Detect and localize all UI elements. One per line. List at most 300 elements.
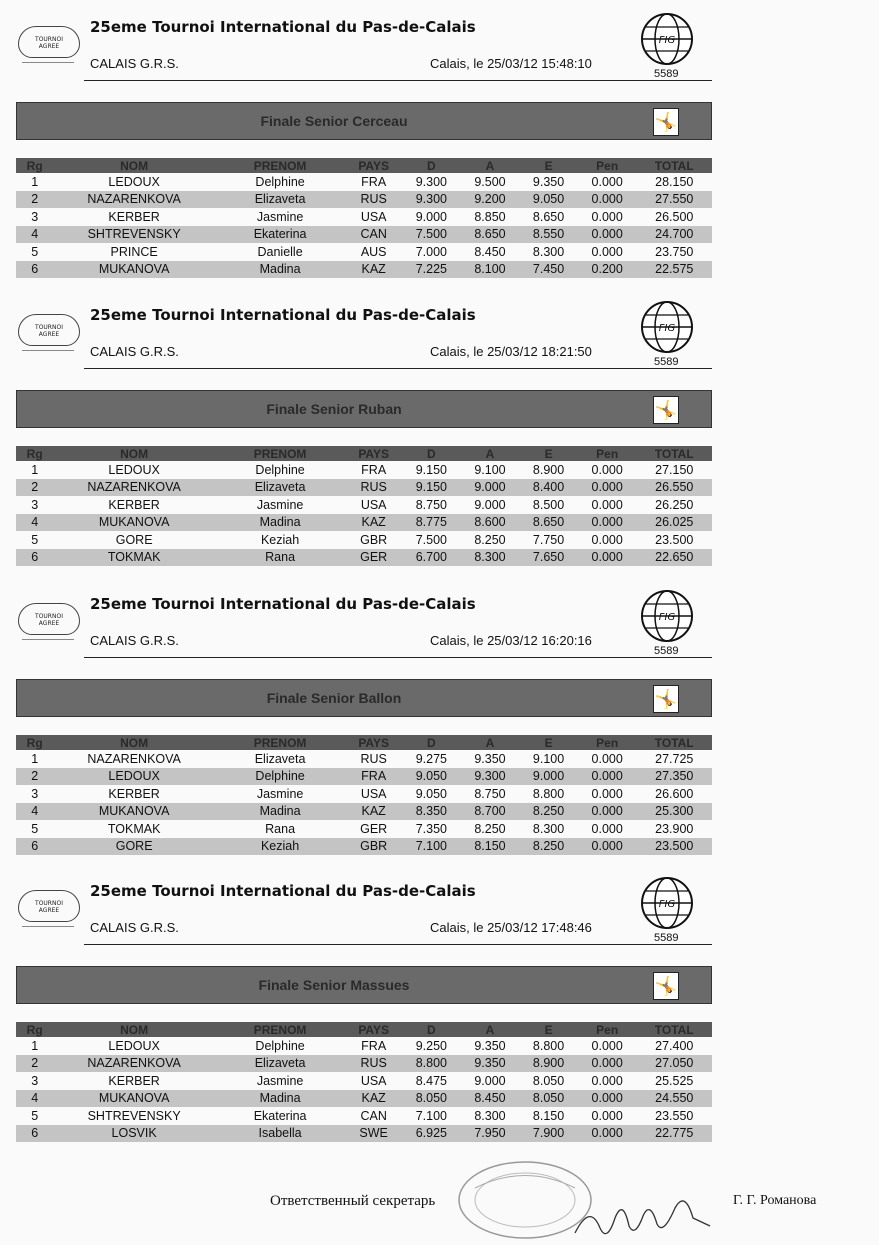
table-cell: GER	[360, 821, 388, 836]
table-cell: 5	[31, 1108, 39, 1123]
table-cell: 9.350	[474, 751, 506, 766]
table-cell: 9.000	[415, 209, 447, 224]
column-header: A	[461, 158, 520, 173]
table-cell: TOKMAK	[107, 821, 161, 836]
table-cell: Isabella	[215, 1125, 345, 1143]
table-cell: 9.500	[474, 174, 506, 189]
table-cell: NAZARENKOVA	[53, 1055, 215, 1073]
table-cell: LEDOUX	[53, 768, 215, 786]
table-cell: 8.450	[461, 1090, 520, 1108]
table-cell: 25.525	[655, 1073, 694, 1088]
table-cell: 7.000	[415, 244, 447, 259]
results-table	[16, 735, 712, 855]
table-cell: Delphine	[255, 462, 305, 477]
column-header: TOTAL	[636, 1022, 712, 1037]
table-cell: 0.000	[578, 514, 637, 532]
table-cell: 3	[31, 497, 39, 512]
column-header: E	[519, 446, 578, 461]
column-header: Pen	[578, 158, 637, 173]
table-cell: 23.500	[655, 532, 694, 547]
table-cell: 3	[31, 786, 39, 801]
table-cell: 0.000	[578, 838, 637, 856]
signatory-label: Ответственный секретарь	[270, 1193, 436, 1209]
table-cell: 0.000	[578, 549, 637, 567]
table-header-row	[16, 446, 712, 461]
table-cell: Rana	[265, 821, 296, 836]
table-cell: MUKANOVA	[53, 261, 215, 279]
table-cell: Elizaveta	[254, 751, 306, 766]
column-header: Rg	[16, 735, 53, 750]
table-cell: 9.000	[461, 479, 520, 497]
table-cell: 8.475	[415, 1073, 447, 1088]
table-cell: 0.000	[591, 1038, 623, 1053]
table-cell: 8.250	[519, 838, 578, 856]
event-title: Finale Senior Ruban	[266, 401, 402, 417]
table-cell: 7.500	[415, 532, 447, 547]
event-banner	[16, 390, 712, 428]
table-row	[16, 1037, 712, 1055]
table-cell: 8.900	[532, 462, 565, 477]
column-header: D	[402, 158, 461, 173]
table-cell: 8.300	[474, 1108, 506, 1123]
table-row	[16, 803, 712, 821]
column-header: Rg	[16, 446, 53, 461]
table-cell: 2	[16, 479, 53, 497]
table-row	[16, 243, 712, 261]
table-cell: LOSVIK	[53, 1125, 215, 1143]
header-rule	[84, 368, 712, 369]
table-cell: 0.000	[591, 821, 623, 836]
table-cell: FRA	[361, 1038, 387, 1053]
table-cell: 6	[16, 1125, 53, 1143]
table-cell: 9.350	[532, 174, 565, 189]
table-cell: 8.800	[402, 1055, 461, 1073]
table-cell: 23.750	[655, 244, 694, 259]
table-row	[16, 1072, 712, 1090]
table-cell: 8.550	[519, 226, 578, 244]
table-cell: KAZ	[345, 1090, 402, 1108]
table-cell: Madina	[215, 803, 345, 821]
table-cell: LEDOUX	[108, 174, 160, 189]
table-cell: 1	[31, 1038, 39, 1053]
table-cell: KERBER	[108, 1073, 160, 1088]
tournament-title: 25eme Tournoi International du Pas-de-Calais	[90, 595, 476, 613]
table-cell: 0.000	[578, 1055, 637, 1073]
table-cell: 9.100	[532, 751, 565, 766]
table-cell: Keziah	[260, 532, 300, 547]
table-cell: KERBER	[108, 786, 160, 801]
tournoi-agree-logo-icon: TOURNOI AGREE	[18, 890, 84, 924]
column-header: PRENOM	[215, 446, 345, 461]
table-cell: 8.300	[532, 244, 565, 259]
table-header-row	[16, 735, 712, 750]
table-cell: 26.250	[655, 497, 694, 512]
table-cell: 8.350	[402, 803, 461, 821]
column-header: D	[402, 446, 461, 461]
column-header: PAYS	[345, 735, 402, 750]
table-cell: 9.050	[519, 191, 578, 209]
table-cell: 25.300	[636, 803, 712, 821]
column-header: Pen	[578, 446, 637, 461]
table-cell: USA	[360, 1073, 387, 1088]
table-cell: Jasmine	[256, 1073, 304, 1088]
table-cell: Delphine	[255, 174, 305, 189]
fig-number: 5589	[654, 932, 679, 944]
table-cell: 8.650	[461, 226, 520, 244]
table-cell: 8.250	[519, 803, 578, 821]
table-cell: Jasmine	[256, 497, 304, 512]
table-cell: 9.300	[402, 191, 461, 209]
table-cell: 7.225	[402, 261, 461, 279]
table-cell: 8.150	[461, 838, 520, 856]
table-cell: 7.100	[402, 838, 461, 856]
table-cell: 2	[16, 1055, 53, 1073]
svg-text:FIG: FIG	[658, 35, 676, 46]
fig-globe-logo-icon	[640, 12, 694, 66]
table-cell: 4	[16, 803, 53, 821]
table-header-row	[16, 158, 712, 173]
table-cell: Elizaveta	[215, 479, 345, 497]
column-header: TOTAL	[636, 158, 712, 173]
table-cell: MUKANOVA	[53, 1090, 215, 1108]
table-cell: Madina	[215, 1090, 345, 1108]
hoop-gymnast-icon: 🤸	[653, 108, 679, 136]
signature-block	[0, 1188, 879, 1238]
table-cell: 22.775	[636, 1125, 712, 1143]
table-cell: 9.000	[519, 768, 578, 786]
event-title: Finale Senior Massues	[258, 977, 410, 993]
table-row	[16, 1055, 712, 1073]
table-cell: GBR	[345, 838, 402, 856]
club-name: CALAIS G.R.S.	[90, 633, 179, 648]
table-cell: FRA	[345, 768, 402, 786]
table-cell: KAZ	[345, 261, 402, 279]
column-header: A	[461, 735, 520, 750]
table-cell: 8.050	[402, 1090, 461, 1108]
table-cell: 8.300	[532, 821, 565, 836]
table-cell: PRINCE	[110, 244, 158, 259]
table-cell: 9.000	[474, 497, 506, 512]
handwritten-signature-icon	[565, 1188, 715, 1243]
table-cell: FRA	[361, 462, 387, 477]
table-row	[16, 785, 712, 803]
table-cell: 27.150	[655, 462, 694, 477]
table-cell: 27.400	[655, 1038, 694, 1053]
table-cell: 8.800	[532, 1038, 565, 1053]
svg-text:FIG: FIG	[658, 323, 676, 334]
column-header: TOTAL	[636, 446, 712, 461]
table-cell: 23.900	[655, 821, 694, 836]
table-cell: 0.000	[578, 1090, 637, 1108]
table-cell: 9.300	[415, 174, 447, 189]
table-row	[16, 261, 712, 279]
table-row	[16, 514, 712, 532]
table-cell: NAZARENKOVA	[53, 479, 215, 497]
table-row	[16, 1107, 712, 1125]
table-cell: 0.000	[591, 209, 623, 224]
table-cell: 22.650	[636, 549, 712, 567]
column-header: NOM	[53, 1022, 215, 1037]
table-cell: 7.500	[402, 226, 461, 244]
table-cell: 0.000	[591, 462, 623, 477]
column-header: NOM	[53, 735, 215, 750]
table-cell: 5	[31, 532, 39, 547]
table-cell: 7.100	[415, 1108, 447, 1123]
table-cell: 1	[31, 174, 39, 189]
table-cell: 8.600	[461, 514, 520, 532]
table-cell: 24.550	[636, 1090, 712, 1108]
table-row	[16, 461, 712, 479]
table-cell: 23.500	[636, 838, 712, 856]
column-header: E	[519, 1022, 578, 1037]
table-row	[16, 1125, 712, 1143]
table-cell: 9.200	[461, 191, 520, 209]
table-cell: Elizaveta	[215, 1055, 345, 1073]
table-cell: FRA	[361, 174, 387, 189]
table-cell: RUS	[345, 191, 402, 209]
table-cell: Rana	[215, 549, 345, 567]
table-cell: 7.350	[415, 821, 447, 836]
table-cell: 8.050	[532, 1073, 565, 1088]
table-cell: LEDOUX	[108, 1038, 160, 1053]
table-cell: Madina	[215, 261, 345, 279]
table-cell: LEDOUX	[108, 462, 160, 477]
column-header: A	[461, 1022, 520, 1037]
svg-text:FIG: FIG	[658, 899, 676, 910]
table-cell: 0.000	[591, 1108, 623, 1123]
signatory-name: Г. Г. Романова	[733, 1193, 817, 1208]
header-rule	[84, 657, 712, 658]
table-cell: 9.275	[415, 751, 447, 766]
table-cell: NAZARENKOVA	[87, 751, 181, 766]
table-cell: 9.150	[402, 479, 461, 497]
table-cell: KERBER	[108, 209, 160, 224]
header-rule	[84, 80, 712, 81]
table-row	[16, 531, 712, 549]
result-datetime: Calais, le 25/03/12 17:48:46	[430, 920, 592, 935]
table-cell: 4	[16, 514, 53, 532]
table-cell: USA	[360, 209, 387, 224]
table-row	[16, 226, 712, 244]
table-cell: 9.050	[402, 768, 461, 786]
column-header: NOM	[53, 446, 215, 461]
table-cell: 0.200	[578, 261, 637, 279]
results-table	[16, 1022, 712, 1142]
ball-gymnast-icon: 🤸	[653, 685, 679, 713]
table-cell: USA	[360, 786, 387, 801]
table-cell: 7.950	[461, 1125, 520, 1143]
tournoi-agree-logo-icon: TOURNOI AGREE	[18, 314, 84, 348]
table-cell: 0.000	[591, 497, 623, 512]
tournament-title: 25eme Tournoi International du Pas-de-Calais	[90, 306, 476, 324]
table-cell: MUKANOVA	[53, 803, 215, 821]
table-cell: 8.150	[532, 1108, 565, 1123]
table-cell: 7.750	[532, 532, 565, 547]
table-cell: 4	[16, 1090, 53, 1108]
table-cell: 8.775	[402, 514, 461, 532]
table-cell: 24.700	[636, 226, 712, 244]
fig-globe-logo-icon	[640, 300, 694, 354]
clubs-gymnast-icon: 🤸	[653, 972, 679, 1000]
column-header: PRENOM	[215, 1022, 345, 1037]
table-cell: 6	[16, 549, 53, 567]
table-row	[16, 1090, 712, 1108]
table-cell: 8.250	[474, 821, 506, 836]
table-cell: 8.750	[474, 786, 506, 801]
table-row	[16, 479, 712, 497]
header-rule	[84, 944, 712, 945]
event-banner	[16, 966, 712, 1004]
column-header: PAYS	[345, 446, 402, 461]
table-cell: 8.750	[415, 497, 447, 512]
column-header: E	[519, 158, 578, 173]
table-cell: 2	[16, 768, 53, 786]
club-name: CALAIS G.R.S.	[90, 344, 179, 359]
table-cell: SWE	[345, 1125, 402, 1143]
table-cell: Ekaterina	[253, 1108, 307, 1123]
table-cell: 26.025	[636, 514, 712, 532]
table-cell: 4	[16, 226, 53, 244]
fig-number: 5589	[654, 356, 679, 368]
tournoi-agree-logo-icon: TOURNOI AGREE	[18, 26, 84, 60]
table-row	[16, 173, 712, 191]
column-header: Rg	[16, 1022, 53, 1037]
table-cell: 9.350	[474, 1038, 506, 1053]
column-header: E	[519, 735, 578, 750]
table-row	[16, 191, 712, 209]
table-row	[16, 768, 712, 786]
column-header: NOM	[53, 158, 215, 173]
table-cell: 0.000	[591, 1073, 623, 1088]
ribbon-gymnast-icon: 🤸	[653, 396, 679, 424]
table-cell: Keziah	[215, 838, 345, 856]
table-cell: KAZ	[345, 803, 402, 821]
table-cell: RUS	[360, 751, 387, 766]
table-cell: Jasmine	[256, 209, 304, 224]
table-cell: 0.000	[591, 786, 623, 801]
table-cell: 28.150	[655, 174, 694, 189]
table-cell: 27.050	[636, 1055, 712, 1073]
table-cell: 3	[31, 1073, 39, 1088]
table-cell: USA	[360, 497, 387, 512]
table-cell: 5	[31, 244, 39, 259]
table-cell: Delphine	[215, 768, 345, 786]
fig-number: 5589	[654, 68, 679, 80]
table-cell: TOKMAK	[53, 549, 215, 567]
table-cell: 8.700	[461, 803, 520, 821]
table-cell: 8.050	[519, 1090, 578, 1108]
club-name: CALAIS G.R.S.	[90, 56, 179, 71]
table-cell: 8.300	[461, 549, 520, 567]
table-cell: Danielle	[257, 244, 303, 259]
table-cell: 27.550	[636, 191, 712, 209]
table-cell: 9.350	[461, 1055, 520, 1073]
column-header: PRENOM	[215, 158, 345, 173]
column-header: D	[402, 1022, 461, 1037]
table-cell: 6	[16, 261, 53, 279]
table-row	[16, 820, 712, 838]
event-title: Finale Senior Cerceau	[260, 113, 408, 129]
table-cell: NAZARENKOVA	[53, 191, 215, 209]
result-datetime: Calais, le 25/03/12 15:48:10	[430, 56, 592, 71]
tournoi-agree-logo-icon: TOURNOI AGREE	[18, 603, 84, 637]
table-cell: KAZ	[345, 514, 402, 532]
table-cell: 8.650	[519, 514, 578, 532]
table-cell: 26.500	[655, 209, 694, 224]
table-cell: 27.725	[655, 751, 694, 766]
table-cell: MUKANOVA	[53, 514, 215, 532]
table-cell: 8.250	[474, 532, 506, 547]
tournament-title: 25eme Tournoi International du Pas-de-Calais	[90, 18, 476, 36]
table-cell: 9.000	[474, 1073, 506, 1088]
table-row	[16, 549, 712, 567]
table-cell: 0.000	[578, 768, 637, 786]
table-cell: 7.650	[519, 549, 578, 567]
column-header: A	[461, 446, 520, 461]
table-cell: AUS	[360, 244, 387, 259]
club-name: CALAIS G.R.S.	[90, 920, 179, 935]
table-cell: 8.850	[474, 209, 506, 224]
table-cell: GORE	[53, 838, 215, 856]
table-cell: KERBER	[108, 497, 160, 512]
column-header: PAYS	[345, 158, 402, 173]
table-cell: 9.100	[474, 462, 506, 477]
column-header: Rg	[16, 158, 53, 173]
table-cell: 1	[31, 751, 39, 766]
fig-globe-logo-icon	[640, 876, 694, 930]
column-header: Pen	[578, 735, 637, 750]
table-cell: GBR	[360, 532, 388, 547]
table-row	[16, 750, 712, 768]
table-cell: 26.600	[655, 786, 694, 801]
table-cell: 1	[31, 462, 39, 477]
table-cell: 0.000	[578, 803, 637, 821]
result-datetime: Calais, le 25/03/12 18:21:50	[430, 344, 592, 359]
table-row	[16, 208, 712, 226]
table-cell: RUS	[345, 1055, 402, 1073]
column-header: PAYS	[345, 1022, 402, 1037]
table-cell: 0.000	[578, 1125, 637, 1143]
fig-number: 5589	[654, 645, 679, 657]
table-cell: 2	[16, 191, 53, 209]
table-cell: 26.550	[636, 479, 712, 497]
table-cell: Ekaterina	[215, 226, 345, 244]
table-cell: 23.550	[655, 1108, 694, 1123]
table-cell: 0.000	[578, 479, 637, 497]
column-header: TOTAL	[636, 735, 712, 750]
svg-text:FIG: FIG	[658, 612, 676, 623]
event-banner	[16, 679, 712, 717]
table-cell: Delphine	[255, 1038, 305, 1053]
table-cell: 7.900	[519, 1125, 578, 1143]
table-cell: 27.350	[636, 768, 712, 786]
table-cell: 0.000	[591, 244, 623, 259]
results-table	[16, 158, 712, 278]
table-header-row	[16, 1022, 712, 1037]
table-cell: RUS	[345, 479, 402, 497]
table-cell: Jasmine	[256, 786, 304, 801]
table-cell: CAN	[345, 226, 402, 244]
table-cell: SHTREVENSKY	[53, 226, 215, 244]
table-cell: 6	[16, 838, 53, 856]
tournament-title: 25eme Tournoi International du Pas-de-Calais	[90, 882, 476, 900]
table-cell: SHTREVENSKY	[87, 1108, 181, 1123]
table-cell: 9.050	[415, 786, 447, 801]
result-datetime: Calais, le 25/03/12 16:20:16	[430, 633, 592, 648]
table-cell: 3	[31, 209, 39, 224]
table-cell: 9.250	[415, 1038, 447, 1053]
table-cell: 6.925	[402, 1125, 461, 1143]
